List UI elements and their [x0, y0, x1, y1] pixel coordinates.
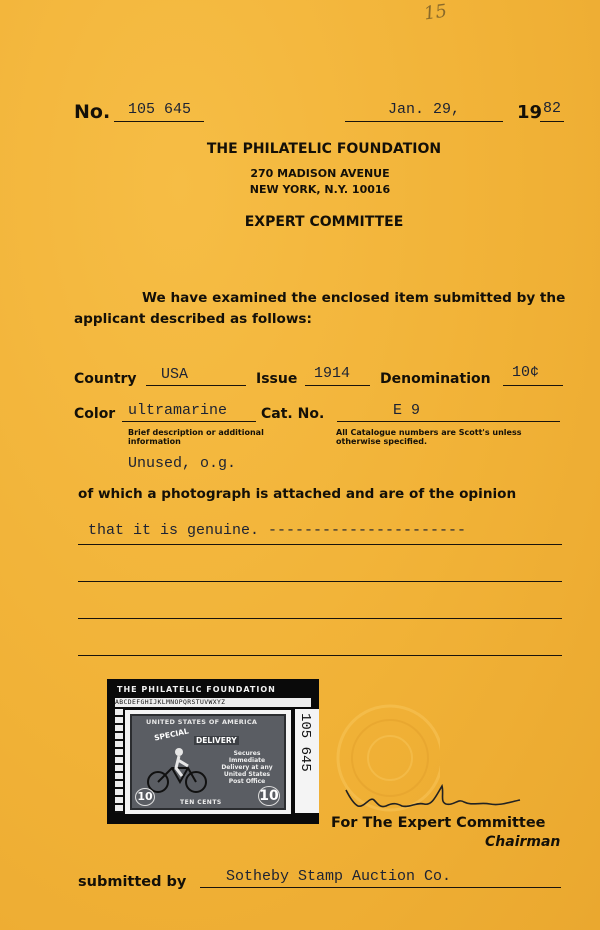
color-value: ultramarine: [128, 402, 228, 419]
issue-underline: [305, 385, 370, 386]
denomination-underline: [503, 385, 563, 386]
chairman-title: Chairman: [485, 834, 561, 850]
stamp-delivery-text: DELIVERY: [196, 736, 237, 745]
photo-letters: ABCDEFGHIJKLMNOPQRSTUVWXYZ: [115, 698, 311, 707]
no-label: No.: [74, 101, 111, 123]
item-description: Unused, o.g.: [128, 455, 237, 472]
stamp-value-left: 10: [135, 788, 155, 806]
opinion-line-4: [78, 655, 562, 656]
brief-note: [128, 428, 264, 446]
opinion-label: of which a photograph is attached and are of the opinion: [78, 486, 517, 502]
bicycle-rider-icon: [144, 746, 214, 794]
denomination-label: Denomination: [380, 371, 491, 387]
stamp-photograph: [107, 679, 319, 824]
catno-label: Cat. No.: [261, 406, 325, 422]
intro-line-2: applicant described as follows:: [74, 311, 312, 327]
color-underline: [122, 421, 256, 422]
certificate-number: 105 645: [128, 101, 192, 118]
catalogue-note-line-2: otherwise specified.: [336, 437, 428, 446]
opinion-line-2: [78, 581, 562, 582]
pencil-mark: 15: [422, 0, 449, 25]
stamp-bottom-text: TEN CENTS: [180, 799, 222, 806]
number-underline: [114, 121, 204, 122]
country-label: Country: [74, 371, 137, 387]
opinion-text: that it is genuine. ----------------------: [88, 522, 467, 539]
stamp-image: [125, 710, 291, 814]
org-name: THE PHILATELIC FOUNDATION: [206, 141, 442, 157]
submitted-underline: [200, 887, 561, 888]
certificate-date: Jan. 29,: [388, 101, 461, 118]
date-underline: [345, 121, 503, 122]
org-address-1: 270 MADISON AVENUE: [250, 167, 390, 180]
issue-value: 1914: [314, 365, 351, 382]
brief-note-line-2: information: [128, 437, 181, 446]
country-value: USA: [161, 366, 189, 383]
left-number-strip: [115, 709, 123, 813]
stamp-body-text: Secures Immediate Delivery at any United States Post Office: [221, 750, 273, 785]
stamp-value-right: 10: [259, 788, 279, 804]
year-suffix: 82: [543, 100, 562, 117]
catalogue-note-line-1: All Catalogue numbers are Scott's unless: [336, 428, 522, 437]
chairman-signature: [340, 782, 530, 818]
vertical-number-text: 105 645: [297, 713, 313, 772]
catalogue-note: [336, 428, 521, 446]
opinion-line-3: [78, 618, 562, 619]
year-underline: [540, 121, 564, 122]
submitted-label: submitted by: [78, 874, 187, 890]
committee-title: EXPERT COMMITTEE: [244, 214, 404, 230]
denomination-value: 10¢: [512, 364, 540, 381]
country-underline: [146, 385, 246, 386]
vertical-number: [295, 709, 319, 813]
year-prefix: 19: [517, 102, 543, 123]
opinion-line-1: [78, 544, 562, 545]
submitted-value: Sotheby Stamp Auction Co.: [226, 868, 452, 885]
for-committee-text: For The Expert Committee: [331, 815, 546, 831]
color-label: Color: [74, 406, 116, 422]
catno-underline: [337, 421, 560, 422]
stamp-top-text: UNITED STATES OF AMERICA: [146, 718, 258, 726]
photo-banner: THE PHILATELIC FOUNDATION: [117, 685, 276, 694]
org-address-2: NEW YORK, N.Y. 10016: [249, 183, 391, 196]
stamp-special-text: SPECIAL: [153, 726, 190, 743]
catno-value: E 9: [393, 402, 421, 419]
brief-note-line-1: Brief description or additional: [128, 428, 264, 437]
intro-line-1: We have examined the enclosed item submitted by the: [142, 290, 566, 306]
issue-label: Issue: [256, 371, 298, 387]
